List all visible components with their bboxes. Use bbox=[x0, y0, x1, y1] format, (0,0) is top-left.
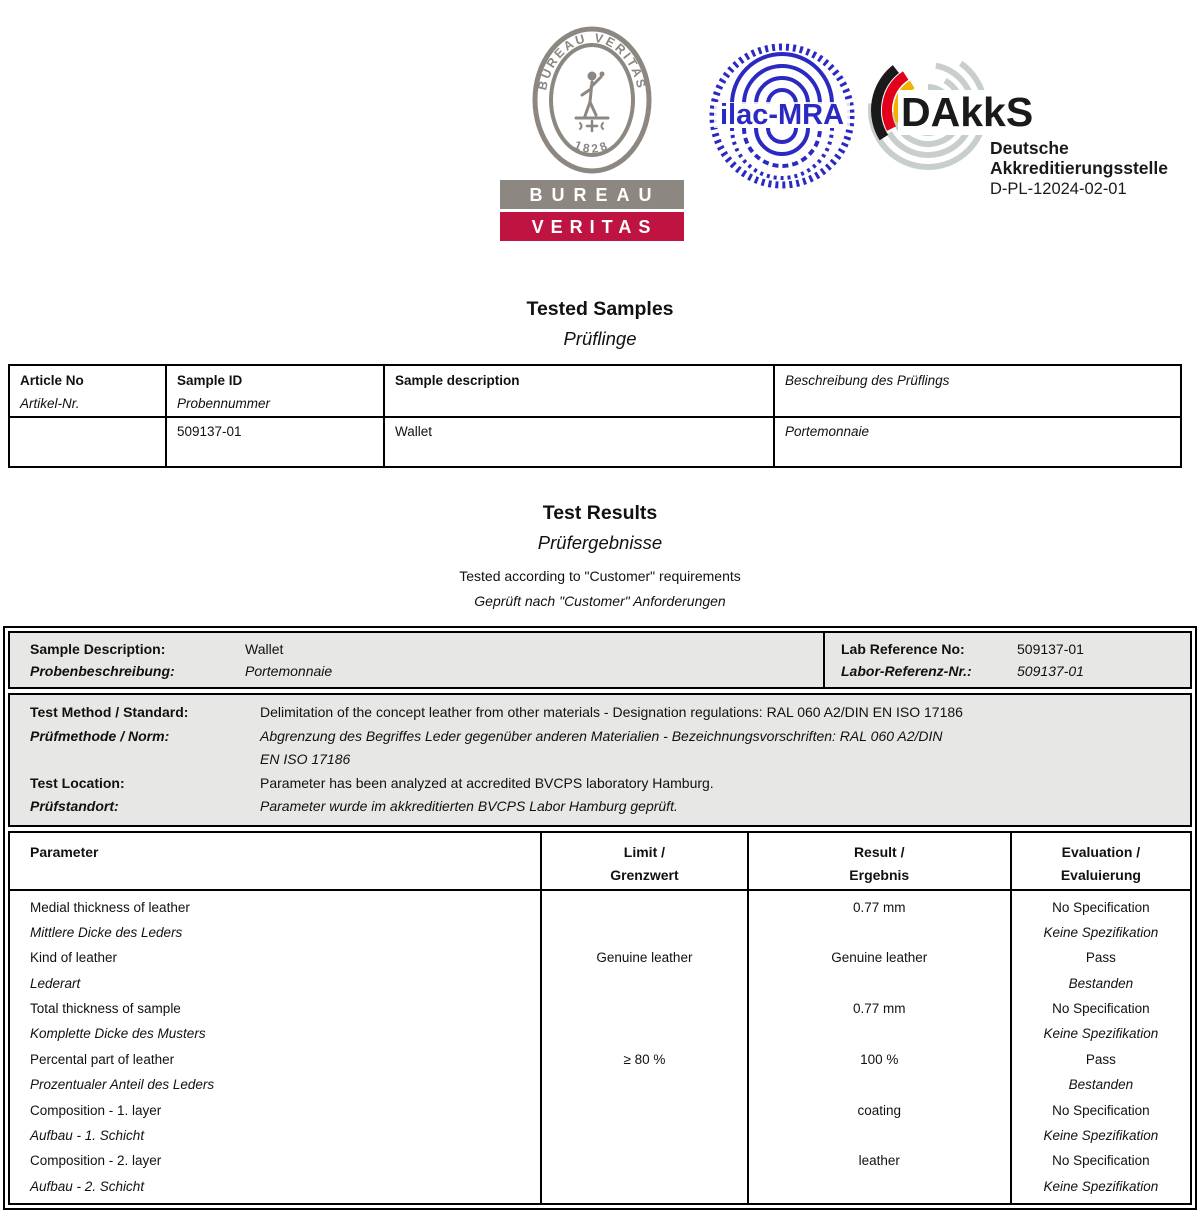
result-value: leather bbox=[858, 1153, 900, 1169]
header-limit-de: Grenzwert bbox=[610, 866, 679, 883]
test-results-note-en: Tested according to "Customer" requirements bbox=[459, 568, 741, 584]
limit-empty bbox=[542, 1123, 747, 1148]
evaluation-value: No Specification bbox=[1052, 899, 1150, 915]
parameter-column bbox=[10, 891, 542, 1204]
header-evaluation-en: Evaluation / bbox=[1061, 843, 1141, 860]
test-location-label-de: Prüfstandort: bbox=[30, 798, 119, 814]
result-value: coating bbox=[857, 1102, 901, 1118]
evaluation-value: Pass bbox=[1085, 1051, 1116, 1067]
svg-text:ilac-MRA: ilac-MRA bbox=[719, 99, 845, 131]
lab-reference-block bbox=[823, 633, 1190, 687]
test-method-values bbox=[260, 701, 1190, 819]
test-method-value-de-1: Abgrenzung des Begriffes Leder gegenüber anderen Materialien - Bezeichnungsvorschriften: RAL 060 A2/DIN bbox=[260, 727, 943, 744]
ilac-mra-stamp-icon bbox=[706, 40, 858, 192]
param-name: Total thickness of sample bbox=[30, 1001, 181, 1017]
limit-value bbox=[542, 1098, 747, 1123]
evaluation-value-de: Bestanden bbox=[1068, 1077, 1134, 1093]
parameter-table-body bbox=[10, 891, 1190, 1204]
parameter-table-header bbox=[10, 833, 1190, 891]
evaluation-value: No Specification bbox=[1052, 1102, 1150, 1118]
result-value: Genuine leather bbox=[831, 950, 928, 966]
param-name-de: Mittlere Dicke des Leders bbox=[30, 924, 183, 940]
param-name: Kind of leather bbox=[30, 950, 118, 966]
evaluation-column bbox=[1012, 891, 1190, 1204]
cell-sample-id: 509137-01 bbox=[166, 417, 384, 467]
test-location-value-en: Parameter has been analyzed at accredited BVCPS laboratory Hamburg. bbox=[260, 774, 714, 791]
dakks-logo bbox=[856, 44, 1200, 220]
limit-value: ≥ 80 % bbox=[623, 1051, 666, 1067]
lab-reference-label-en: Lab Reference No: bbox=[841, 641, 965, 657]
dakks-line-deutsche: Deutsche bbox=[990, 138, 1069, 158]
cell-article-no bbox=[9, 417, 166, 467]
result-value: 0.77 mm bbox=[852, 899, 906, 915]
header-article-no bbox=[9, 365, 166, 417]
limit-value bbox=[542, 895, 747, 920]
sample-description-label-de: Probenbeschreibung: bbox=[30, 663, 175, 679]
header-sample-id bbox=[166, 365, 384, 417]
dakks-accreditation-number: D-PL-12024-02-01 bbox=[990, 180, 1127, 198]
test-method-labels bbox=[30, 701, 260, 819]
result-empty bbox=[749, 1174, 1010, 1199]
tested-samples-table bbox=[8, 364, 1182, 468]
test-location-value-de: Parameter wurde im akkreditierten BVCPS Labor Hamburg geprüft. bbox=[260, 798, 678, 814]
dakks-line-akkreditierungsstelle: Akkreditierungsstelle bbox=[990, 158, 1168, 178]
sample-description-value-en: Wallet bbox=[245, 641, 284, 657]
lab-reference-value-en: 509137-01 bbox=[1017, 641, 1084, 657]
spacer-line bbox=[30, 748, 260, 772]
test-method-label-de: Prüfmethode / Norm: bbox=[30, 727, 170, 744]
header-beschreibung bbox=[774, 365, 1181, 417]
evaluation-value-de: Keine Spezifikation bbox=[1043, 1128, 1159, 1144]
sample-description-box bbox=[8, 631, 1192, 689]
param-name: Composition - 1. layer bbox=[30, 1102, 162, 1118]
param-name-de: Komplette Dicke des Musters bbox=[30, 1026, 206, 1042]
evaluation-value-de: Bestanden bbox=[1068, 975, 1134, 991]
limit-empty bbox=[542, 1174, 747, 1199]
header-parameter: Parameter bbox=[10, 833, 542, 889]
logo-header bbox=[0, 0, 1200, 266]
limit-value: Genuine leather bbox=[596, 950, 693, 966]
tested-samples-subtitle: Prüflinge bbox=[563, 328, 637, 349]
evaluation-value: Pass bbox=[1085, 950, 1116, 966]
test-results-subtitle: Prüfergebnisse bbox=[537, 532, 663, 553]
test-method-value-de-2: EN ISO 17186 bbox=[260, 751, 351, 767]
limit-empty bbox=[542, 971, 747, 996]
param-name: Medial thickness of leather bbox=[30, 899, 190, 915]
bureau-veritas-emblem-icon bbox=[530, 26, 654, 174]
header-sample-id-en: Sample ID bbox=[177, 373, 243, 388]
tested-samples-title: Tested Samples bbox=[526, 298, 674, 320]
result-value: 0.77 mm bbox=[852, 1001, 906, 1017]
limit-value bbox=[542, 996, 747, 1021]
test-method-value-en: Delimitation of the concept leather from other materials - Designation regulations: RAL 060 A2/DIN EN ISO 17186 bbox=[260, 704, 963, 720]
lab-reference-label-de: Labor-Referenz-Nr.: bbox=[841, 663, 972, 679]
header-result-en: Result / bbox=[853, 843, 905, 860]
test-location-label-en: Test Location: bbox=[30, 774, 125, 791]
svg-text:1828: 1828 bbox=[572, 137, 612, 156]
param-name-de: Aufbau - 2. Schicht bbox=[30, 1178, 145, 1194]
evaluation-value-de: Keine Spezifikation bbox=[1043, 1178, 1159, 1194]
dakks-subtitle bbox=[990, 138, 1168, 200]
header-limit bbox=[542, 833, 749, 889]
cell-description-de: Portemonnaie bbox=[774, 417, 1181, 467]
sample-description-value-de: Portemonnaie bbox=[245, 663, 333, 679]
header-article-no-en: Article No bbox=[20, 373, 84, 388]
limit-column bbox=[542, 891, 749, 1204]
test-method-box bbox=[8, 693, 1192, 827]
lab-reference-value-de: 509137-01 bbox=[1017, 663, 1084, 679]
param-name-de: Lederart bbox=[30, 975, 81, 991]
result-empty bbox=[749, 920, 1010, 945]
param-name-de: Prozentualer Anteil des Leders bbox=[30, 1077, 215, 1093]
cell-description: Wallet bbox=[384, 417, 774, 467]
result-column bbox=[749, 891, 1012, 1204]
sample-description-block bbox=[10, 633, 823, 687]
result-empty bbox=[749, 1021, 1010, 1046]
evaluation-value-de: Keine Spezifikation bbox=[1043, 1026, 1159, 1042]
header-article-no-de: Artikel-Nr. bbox=[20, 396, 80, 411]
result-value: 100 % bbox=[860, 1051, 899, 1067]
header-sample-id-de: Probennummer bbox=[177, 396, 271, 411]
header-evaluation-de: Evaluierung bbox=[1060, 866, 1141, 883]
test-results-note-de: Geprüft nach "Customer" Anforderungen bbox=[474, 593, 726, 609]
parameter-table bbox=[8, 831, 1192, 1206]
test-results-frame bbox=[3, 626, 1197, 1210]
result-empty bbox=[749, 1123, 1010, 1148]
limit-empty bbox=[542, 920, 747, 945]
header-evaluation bbox=[1012, 833, 1190, 889]
header-result-de: Ergebnis bbox=[849, 866, 910, 883]
tested-samples-data-row bbox=[9, 417, 1181, 467]
header-beschreibung-de: Beschreibung des Prüflings bbox=[785, 373, 950, 388]
bureau-veritas-wordmark-veritas: VERITAS bbox=[500, 212, 684, 241]
evaluation-value-de: Keine Spezifikation bbox=[1043, 924, 1159, 940]
header-sample-description bbox=[384, 365, 774, 417]
header-limit-en: Limit / bbox=[623, 843, 666, 860]
sample-description-label-en: Sample Description: bbox=[30, 641, 166, 657]
param-name-de: Aufbau - 1. Schicht bbox=[30, 1128, 145, 1144]
header-result bbox=[749, 833, 1012, 889]
param-name: Percental part of leather bbox=[30, 1051, 175, 1067]
dakks-wordmark: DAkkS bbox=[898, 90, 1036, 135]
test-results-title: Test Results bbox=[542, 502, 658, 524]
param-name: Composition - 2. layer bbox=[30, 1153, 162, 1169]
limit-value bbox=[542, 1148, 747, 1173]
bureau-veritas-wordmark-bureau: BUREAU bbox=[500, 180, 684, 209]
tested-samples-header-row bbox=[9, 365, 1181, 417]
result-empty bbox=[749, 971, 1010, 996]
test-method-label-en: Test Method / Standard: bbox=[30, 704, 189, 720]
bureau-veritas-logo bbox=[500, 26, 684, 241]
limit-empty bbox=[542, 1021, 747, 1046]
header-sample-description-en: Sample description bbox=[395, 373, 520, 388]
limit-empty bbox=[542, 1072, 747, 1097]
evaluation-value: No Specification bbox=[1052, 1153, 1150, 1169]
result-empty bbox=[749, 1072, 1010, 1097]
svg-text:BUREAU VERITAS: BUREAU VERITAS bbox=[535, 30, 649, 92]
evaluation-value: No Specification bbox=[1052, 1001, 1150, 1017]
